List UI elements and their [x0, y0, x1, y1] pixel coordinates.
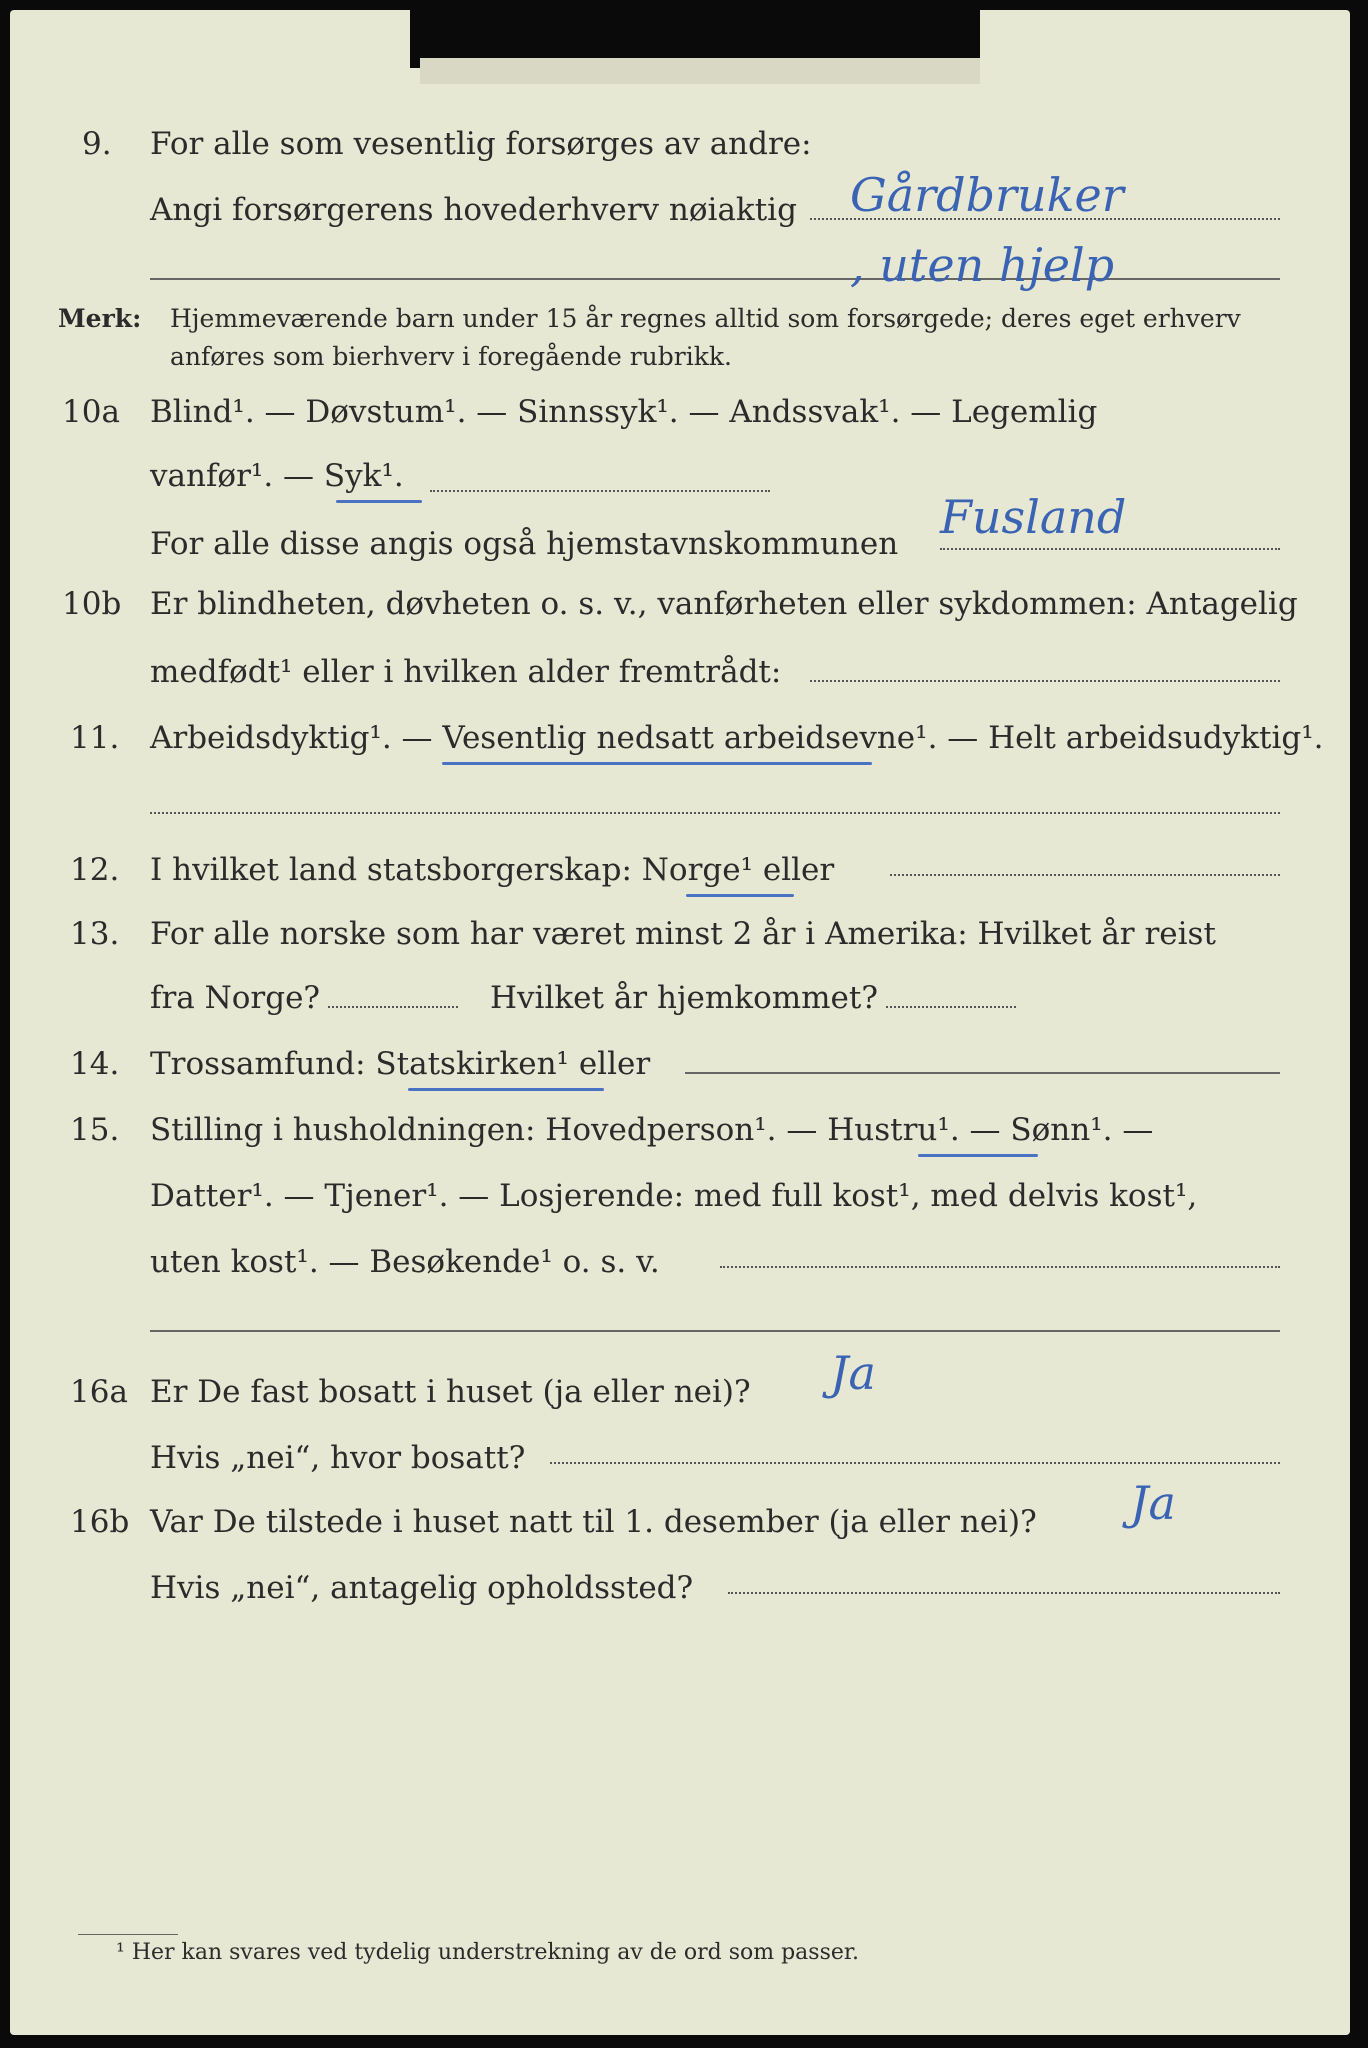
q14-number: 14. [70, 1046, 120, 1082]
q10a-line3: For alle disse angis også hjemstavnskommunen [150, 526, 899, 562]
q10b-dotted [810, 680, 1280, 682]
q16b-line2: Hvis „nei“, antagelig opholdssted? [150, 1570, 694, 1606]
tape-edge [420, 58, 980, 84]
q15-line1: Stilling i husholdningen: Hovedperson¹. — Hustru¹. — Sønn¹. — [150, 1112, 1154, 1148]
footnote: ¹ Her kan svares ved tydelig understrekning av de ord som passer. [116, 1940, 859, 1965]
q10a-handwritten: Fusland [940, 490, 1127, 544]
q16b-handwritten: Ja [1130, 1476, 1176, 1530]
q11-underline [442, 762, 872, 765]
q15-hustru-underline [918, 1154, 1038, 1157]
q13-dotted-2 [886, 1006, 1016, 1008]
q13-line2a: fra Norge? [150, 980, 321, 1016]
q16b-number: 16b [70, 1504, 130, 1540]
q12-line1: I hvilket land statsborgerskap: Norge¹ eller [150, 852, 835, 888]
q10b-line1: Er blindheten, døvheten o. s. v., vanførheten eller sykdommen: Antagelig [150, 586, 1298, 622]
q12-norge-underline [686, 894, 794, 897]
q15-line3: uten kost¹. — Besøkende¹ o. s. v. [150, 1244, 660, 1280]
q16a-line1: Er De fast bosatt i huset (ja eller nei)? [150, 1374, 751, 1410]
footnote-rule [78, 1934, 178, 1935]
q16b-line1: Var De tilstede i huset natt til 1. desember (ja eller nei)? [150, 1504, 1037, 1540]
merk-line2: anføres som bierhverv i foregående rubrikk. [170, 342, 732, 371]
q16a-number: 16a [70, 1374, 128, 1410]
q14-underline [408, 1088, 604, 1091]
q11-dotted [150, 812, 1280, 814]
merk-line1: Hjemmeværende barn under 15 år regnes alltid som forsørgede; deres eget erhverv [170, 304, 1241, 333]
q16b-dotted [728, 1592, 1280, 1594]
q13-line1: For alle norske som har været minst 2 år i Amerika: Hvilket år reist [150, 916, 1216, 952]
q10b-line2: medfødt¹ eller i hvilken alder fremtrådt: [150, 654, 782, 690]
q12-number: 12. [70, 852, 120, 888]
q15-dotted-1 [720, 1266, 1280, 1268]
q15-number: 15. [70, 1112, 120, 1148]
q15-line [150, 1330, 1280, 1332]
q9-line1: For alle som vesentlig forsørges av andre: [150, 126, 812, 162]
q16a-handwritten: Ja [830, 1346, 876, 1400]
q16a-line2: Hvis „nei“, hvor bosatt? [150, 1440, 526, 1476]
q13-dotted-1 [328, 1006, 458, 1008]
q10a-line1: Blind¹. — Døvstum¹. — Sinnssyk¹. — Andssvak¹. — Legemlig [150, 394, 1098, 430]
q10a-syk-underline [336, 500, 422, 503]
q15-line2: Datter¹. — Tjener¹. — Losjerende: med full kost¹, med delvis kost¹, [150, 1178, 1198, 1214]
q13-number: 13. [70, 916, 120, 952]
q11-line1: Arbeidsdyktig¹. — Vesentlig nedsatt arbeidsevne¹. — Helt arbeidsudyktig¹. [150, 720, 1324, 756]
q13-line2b: Hvilket år hjemkommet? [490, 980, 878, 1016]
form-page [10, 10, 1350, 2035]
q10b-number: 10b [62, 586, 122, 622]
q10a-dotted-2 [940, 548, 1280, 550]
q10a-dotted-1 [430, 490, 770, 492]
q16a-dotted [550, 1462, 1280, 1464]
q9-handwritten-2: , uten hjelp [850, 238, 1115, 292]
q14-line1: Trossamfund: Statskirken¹ eller [150, 1046, 651, 1082]
q12-dotted [890, 874, 1280, 876]
q14-line [685, 1072, 1280, 1074]
q9-number: 9. [82, 126, 112, 162]
q10a-line2: vanfør¹. — Syk¹. [150, 458, 404, 494]
merk-label: Merk: [58, 304, 142, 333]
q9-line2: Angi forsørgerens hovederhverv nøiaktig [150, 192, 797, 228]
q9-handwritten-1: Gårdbruker [850, 168, 1124, 222]
q10a-number: 10a [62, 394, 120, 430]
q11-number: 11. [70, 720, 120, 756]
